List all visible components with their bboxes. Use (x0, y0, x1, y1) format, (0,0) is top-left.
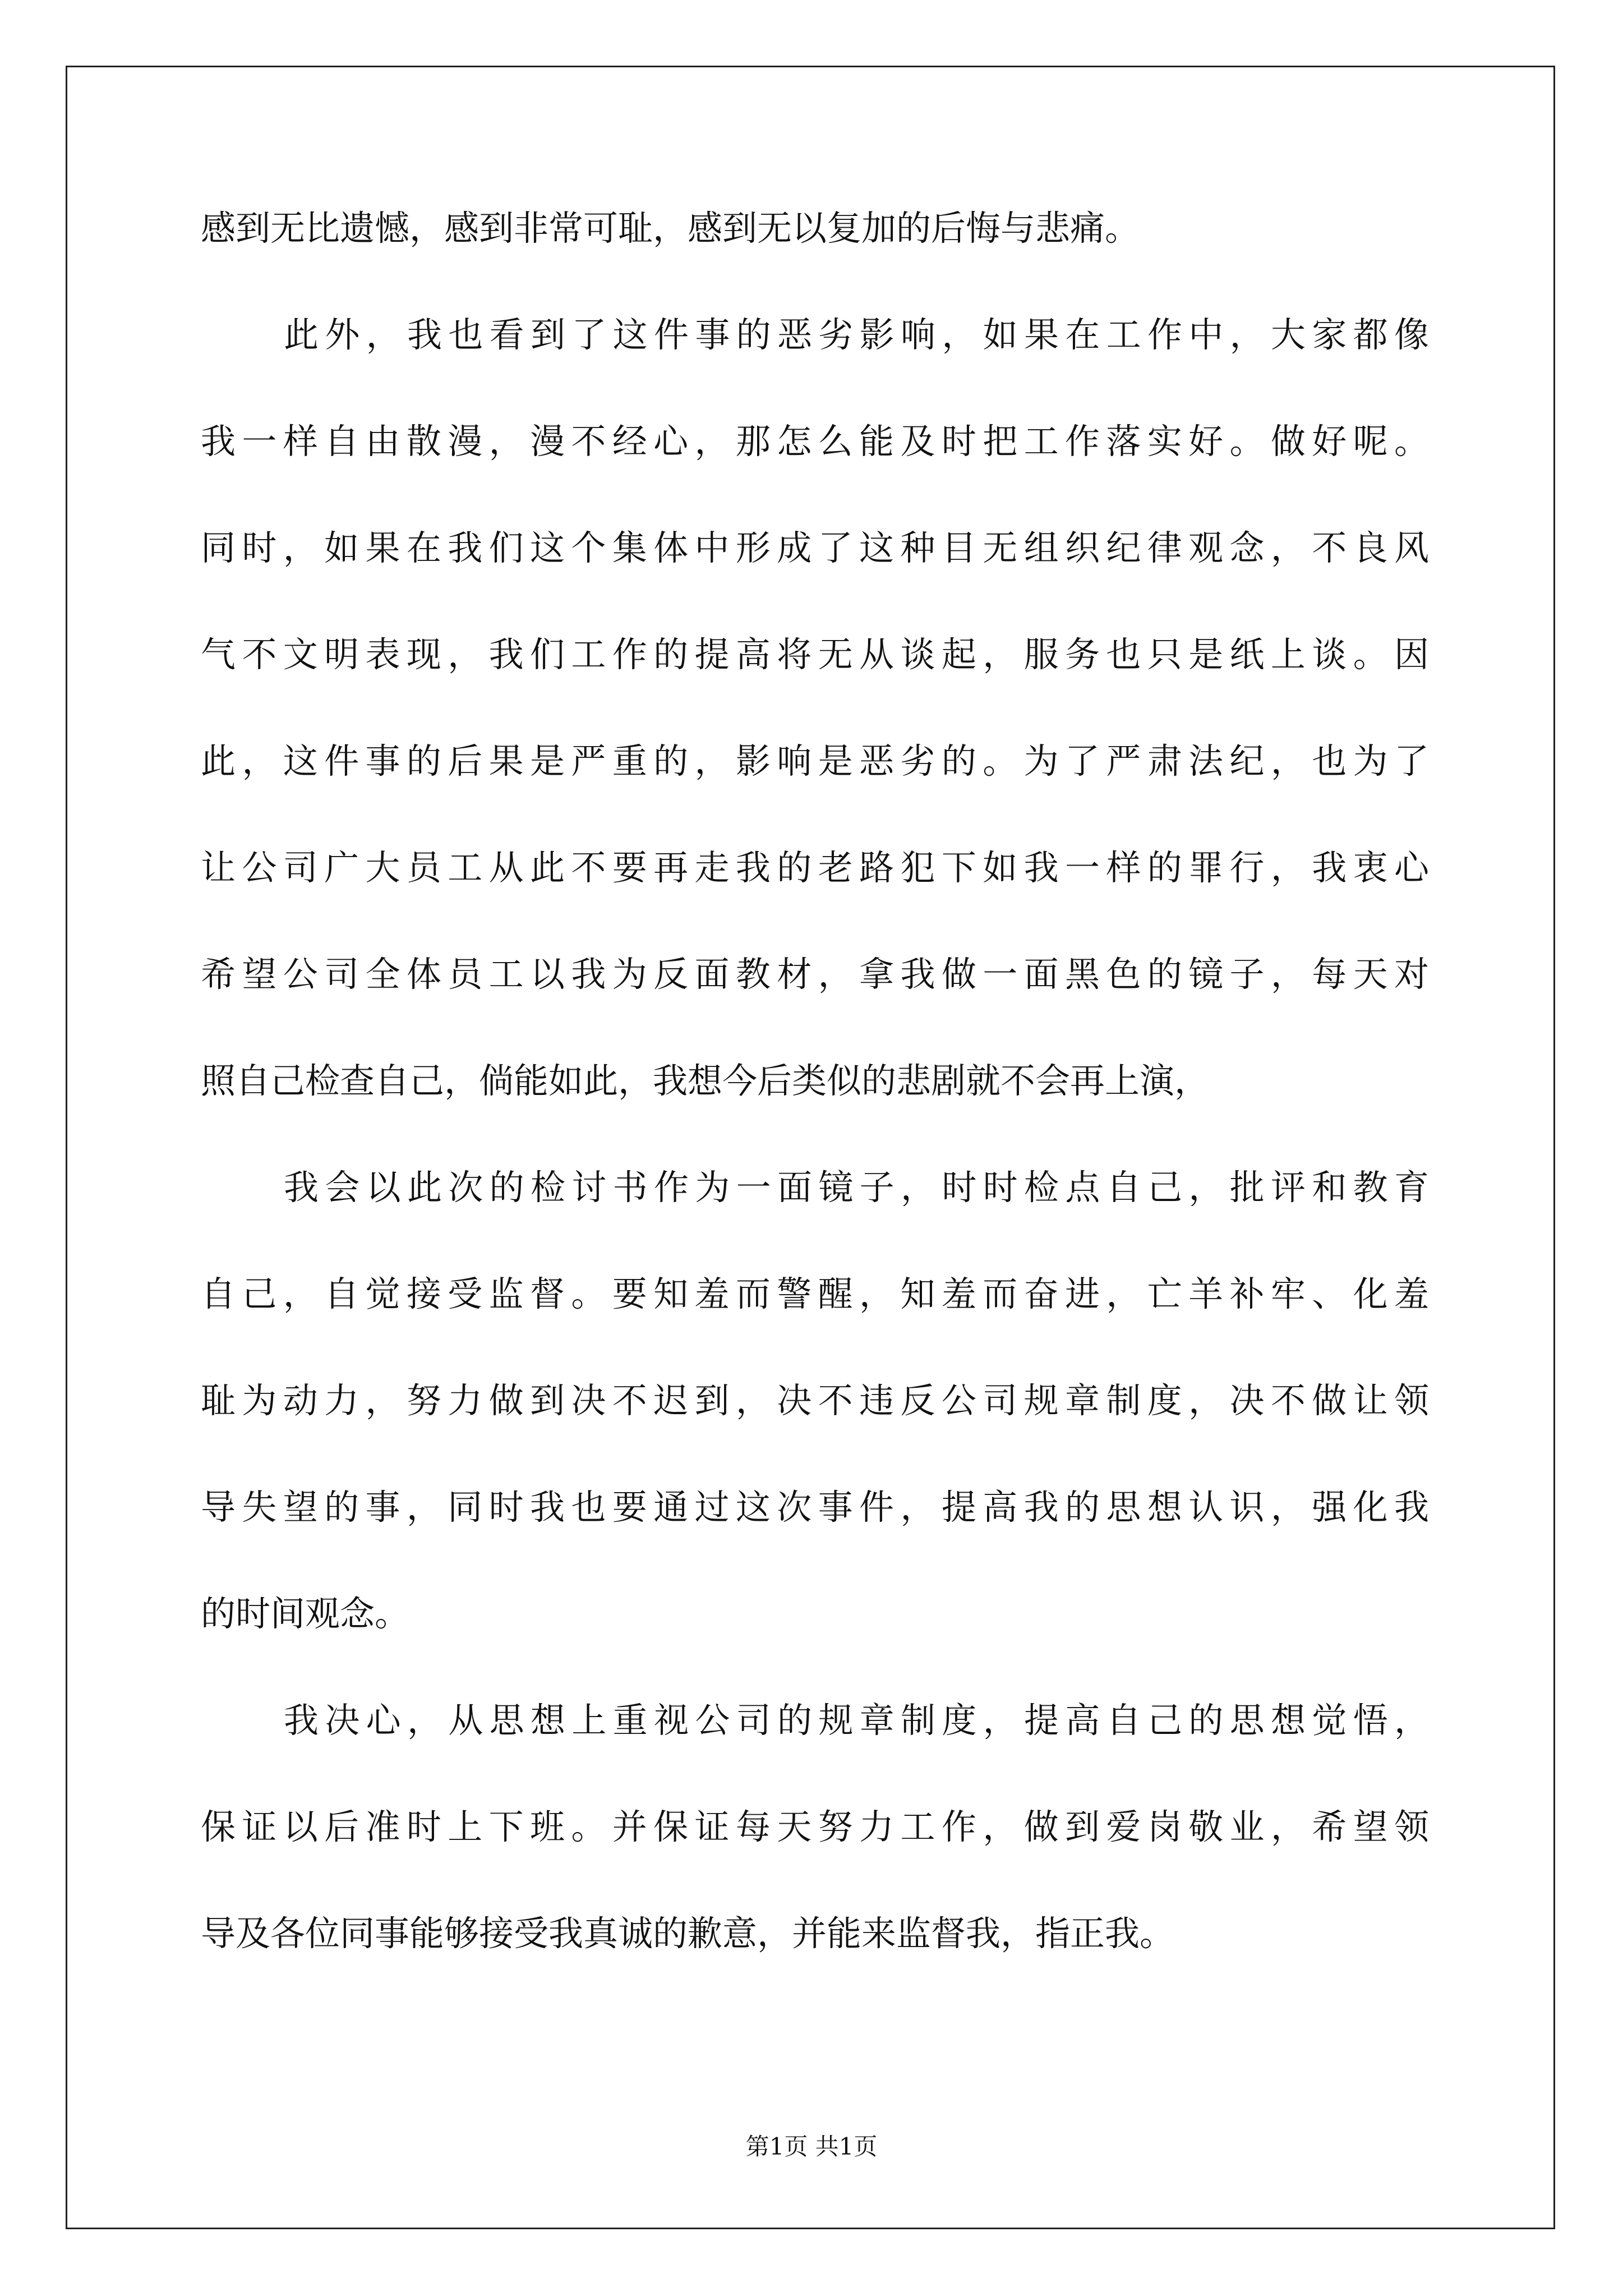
text-line: 感到无比遗憾，感到非常可耻，感到无以复加的后悔与悲痛。 (201, 208, 1140, 249)
text-line: 希望公司全体员工以我为反面教材，拿我做一面黑色的镜子，每天对 (201, 954, 1429, 995)
text-line: 此外，我也看到了这件事的恶劣影响，如果在工作中，大家都像 (284, 314, 1429, 355)
text-line: 耻为动力，努力做到决不迟到，决不违反公司规章制度，决不做让领 (201, 1380, 1429, 1421)
text-line: 气不文明表现，我们工作的提高将无从谈起，服务也只是纸上谈。因 (201, 634, 1429, 675)
text-line: 让公司广大员工从此不要再走我的老路犯下如我一样的罪行，我衷心 (201, 847, 1429, 888)
text-line: 导失望的事，同时我也要通过这次事件，提高我的思想认识，强化我 (201, 1487, 1429, 1527)
text-line: 同时，如果在我们这个集体中形成了这种目无组织纪律观念，不良风 (201, 527, 1429, 568)
text-line: 此，这件事的后果是严重的，影响是恶劣的。为了严肃法纪，也为了 (201, 740, 1429, 781)
text-line: 我会以此次的检讨书作为一面镜子，时时检点自己，批评和教育 (284, 1167, 1429, 1208)
text-line: 自己，自觉接受监督。要知羞而警醒，知羞而奋进，亡羊补牢、化羞 (201, 1273, 1429, 1314)
text-line: 我决心，从思想上重视公司的规章制度，提高自己的思想觉悟， (284, 1700, 1429, 1741)
text-line: 我一样自由散漫，漫不经心，那怎么能及时把工作落实好。做好呢。 (201, 421, 1429, 462)
text-line: 导及各位同事能够接受我真诚的歉意，并能来监督我，指正我。 (201, 1913, 1175, 1954)
text-line: 照自己检查自己，倘能如此，我想今后类似的悲剧就不会再上演， (201, 1060, 1210, 1101)
text-line: 的时间观念。 (201, 1593, 410, 1634)
text-line: 保证以后准时上下班。并保证每天努力工作，做到爱岗敬业，希望领 (201, 1806, 1429, 1847)
document-body (201, 208, 1429, 2023)
page-number-footer: 第1页 共1页 (745, 2133, 878, 2160)
